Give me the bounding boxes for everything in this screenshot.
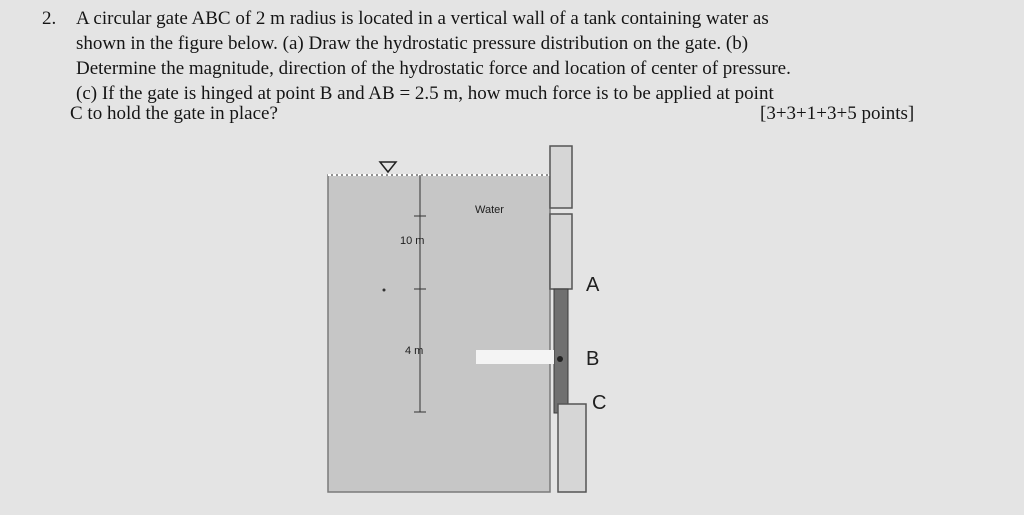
question-block bbox=[0, 0, 1024, 140]
wall-top bbox=[550, 146, 572, 208]
center-dot bbox=[383, 289, 386, 292]
question-line-5: C to hold the gate in place? bbox=[70, 103, 278, 124]
gate-size-label: 4 m bbox=[405, 345, 424, 357]
question-line-2: shown in the figure below. (a) Draw the hydrostatic pressure distribution on the gate. (b) bbox=[76, 33, 749, 54]
question-line-3: Determine the magnitude, direction of the hydrostatic force and location of center of pressure. bbox=[76, 58, 791, 79]
question-line-4: (c) If the gate is hinged at point B and AB = 2.5 m, how much force is to be applied at point bbox=[76, 83, 774, 104]
point-c-label: C bbox=[592, 392, 607, 414]
wall-lower bbox=[558, 404, 586, 492]
tank-diagram bbox=[320, 140, 620, 510]
free-surface-marker bbox=[380, 162, 396, 172]
tank-figure bbox=[320, 140, 620, 510]
gate bbox=[554, 289, 568, 413]
points-breakdown: [3+3+1+3+5 points] bbox=[760, 103, 915, 124]
wall-upper bbox=[550, 214, 572, 289]
question-number: 2. bbox=[42, 8, 57, 29]
depth-label: 10 m bbox=[400, 235, 425, 247]
water-label: Water bbox=[475, 204, 504, 216]
hinge-b bbox=[557, 356, 563, 362]
point-a-label: A bbox=[586, 274, 600, 296]
gate-highlight bbox=[476, 350, 554, 364]
water-body bbox=[328, 175, 550, 492]
point-b-label: B bbox=[586, 348, 600, 370]
question-line-1: A circular gate ABC of 2 m radius is located in a vertical wall of a tank containing water as bbox=[76, 8, 769, 29]
